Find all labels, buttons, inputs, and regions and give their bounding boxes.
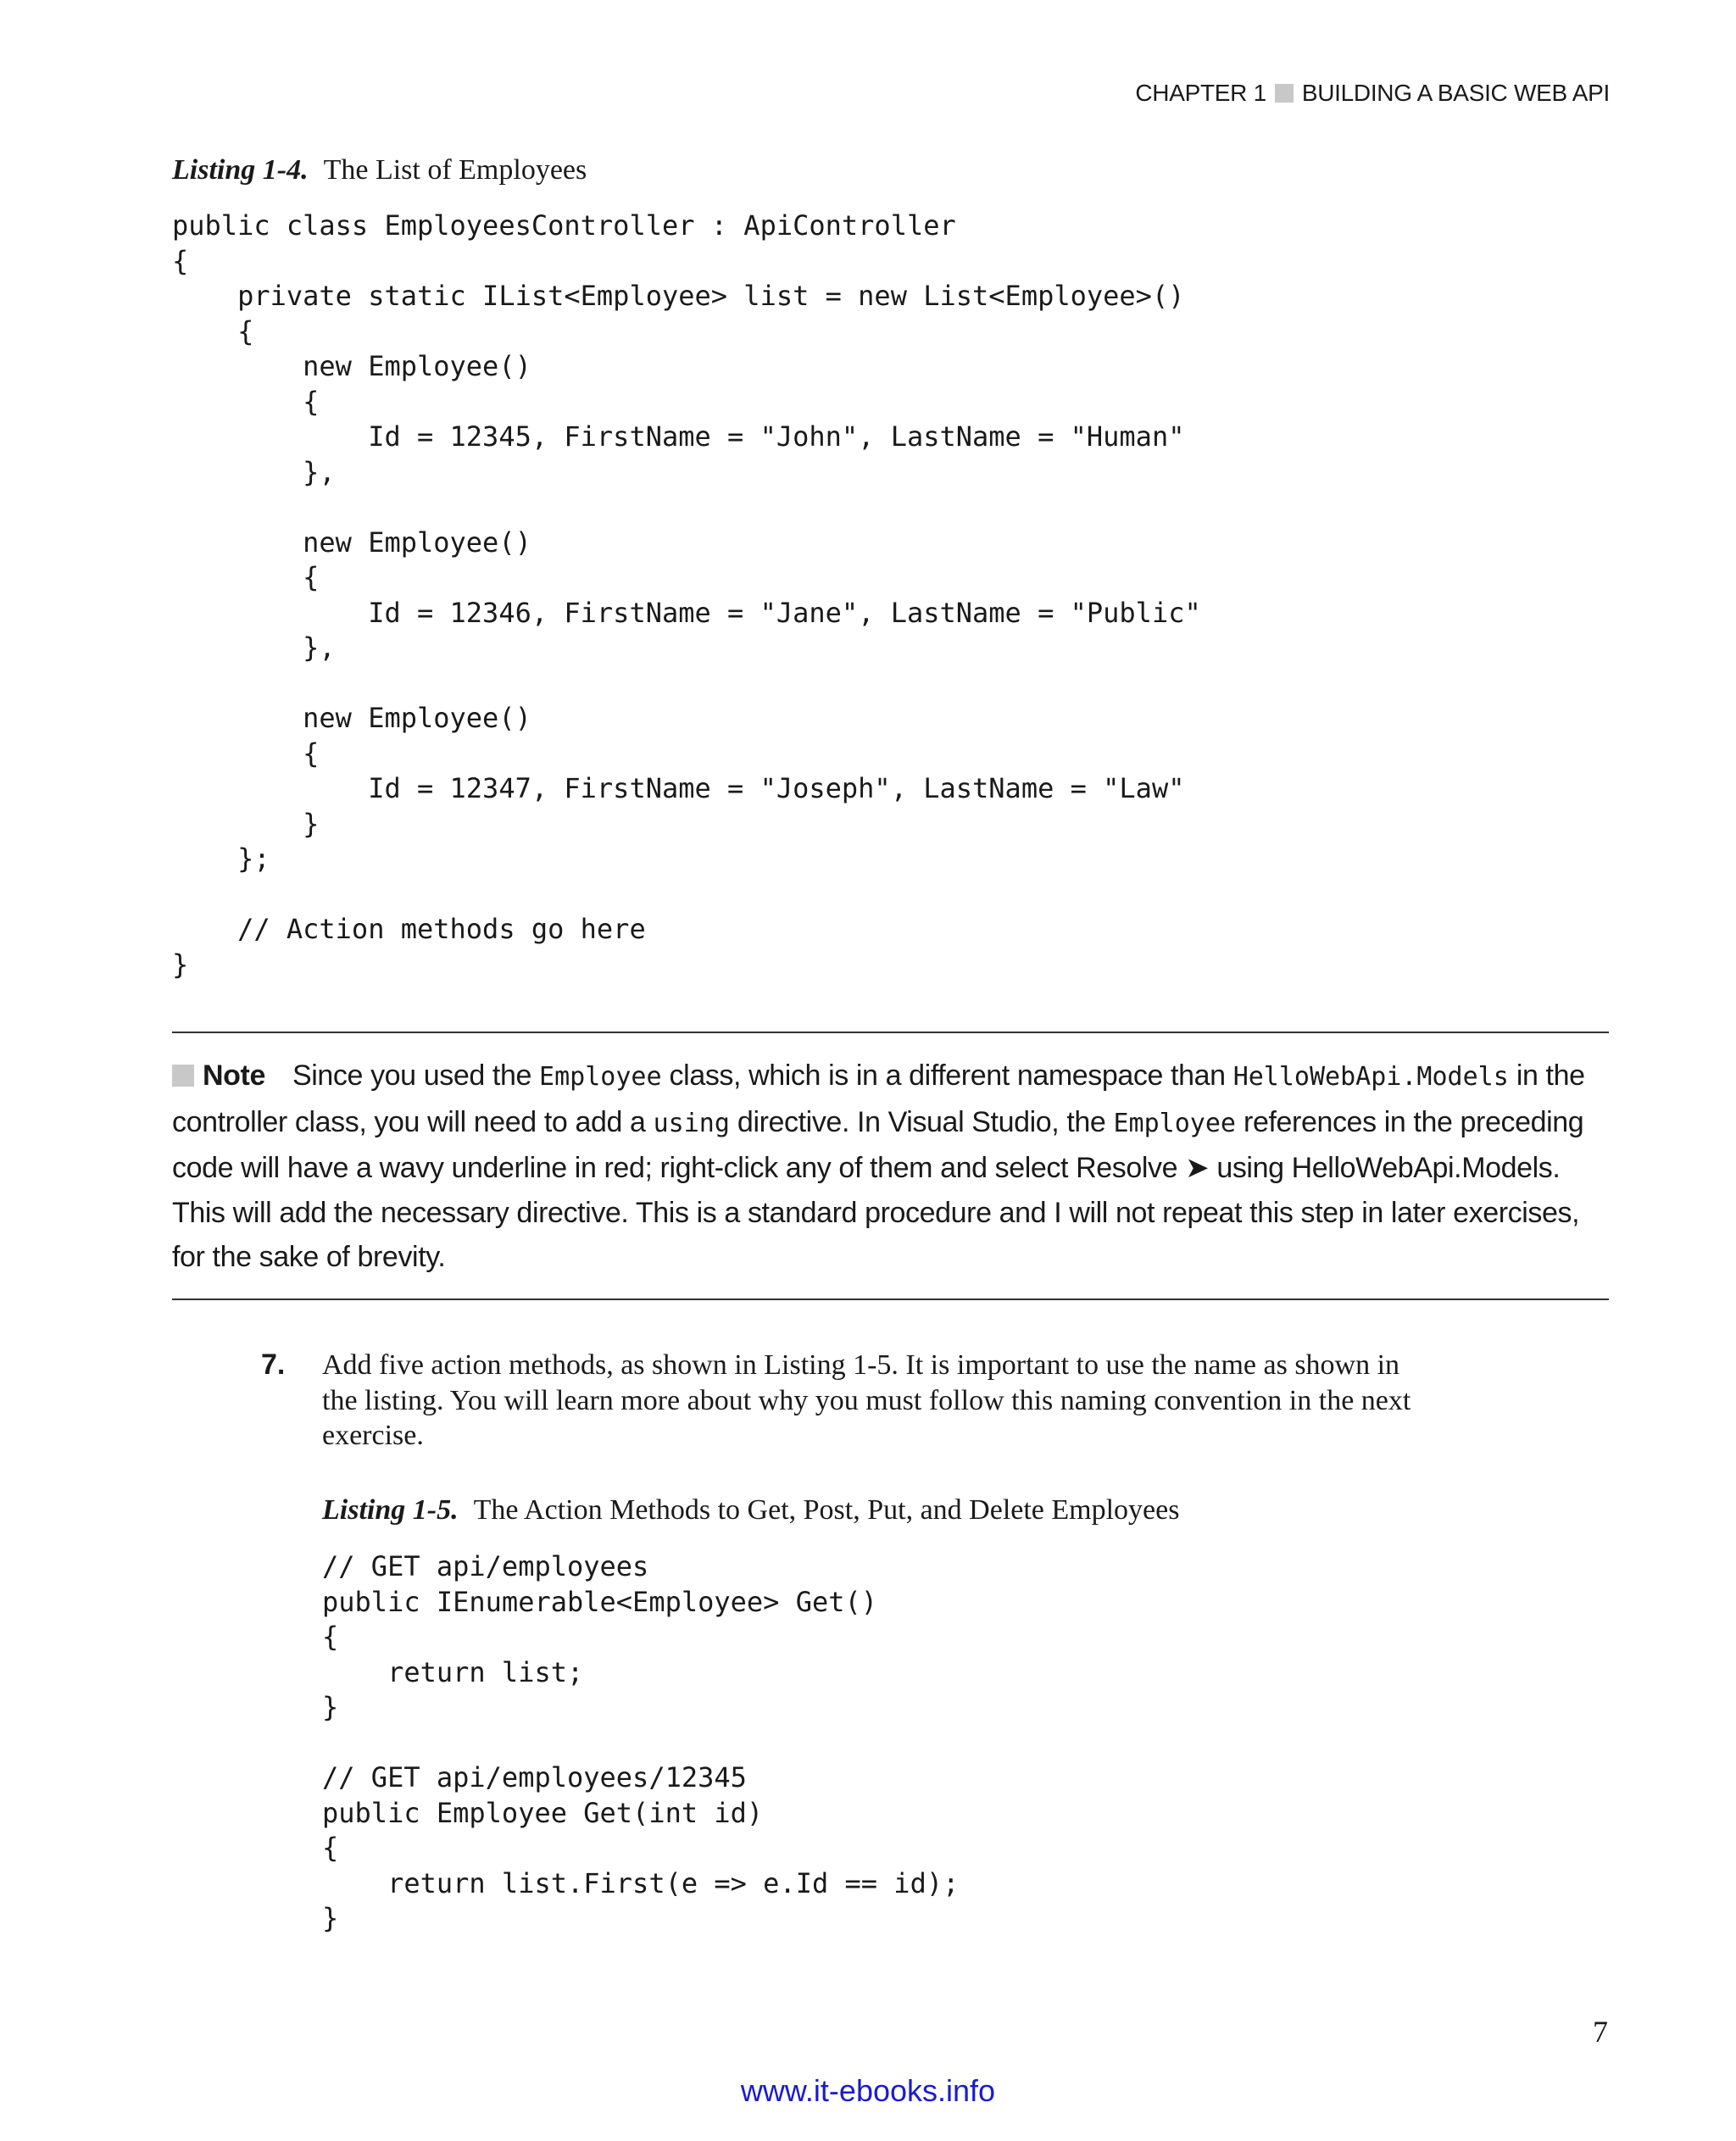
note-code-using: using [653,1108,730,1138]
listing-1-5-code: // GET api/employees public IEnumerable<Employee> Get() { return list; } // GET api/employees/12345 public Employee Get(int id) { return list.First(e => e.Id == id); } [322,1550,960,1934]
note-text-2: class, which is in a different namespace than [661,1059,1233,1092]
listing-1-5-caption [322,1494,1179,1527]
chapter-title: BUILDING A BASIC WEB API [1301,80,1610,106]
chapter-label: CHAPTER 1 [1135,80,1266,106]
listing-1-5-label: Listing 1-5. [322,1494,459,1526]
note-text-4: directive. In Visual Studio, the [729,1105,1114,1138]
listing-1-4-label: Listing 1-4. [172,154,309,186]
listing-1-4-code: public class EmployeesController : ApiController { private static IList<Employee> list = new List<Employee>() { new Employee() { Id = 12345, FirstName = "John", LastName = "Human" }, new Employee() { Id = 12346, FirstName = "Jane", LastName = "Public" }, new Employee() { Id = 12347, FirstName = "Joseph", LastName = "Law" } }; // Action methods go here } [172,209,1201,981]
running-header [1135,80,1610,107]
footer-link[interactable] [0,2073,1736,2109]
footer-link-text[interactable]: www.it-ebooks.info [740,2073,996,2108]
note-text-1: Since you used the [292,1059,540,1092]
note-label: Note [203,1059,265,1092]
note-code-employee: Employee [539,1062,662,1092]
note-bottom-rule [172,1299,1609,1300]
note-code-namespace: HelloWebApi.Models [1232,1062,1509,1092]
note-text-3: in the controller class, you will need to add a [172,1059,1585,1138]
header-square-icon [1275,84,1294,103]
step-7-number: 7. [261,1349,286,1381]
note-text-5: references in the preceding code will have a wavy underline in red; right-click any of them and select Resolve ➤ using HelloWebApi.Models. This will add the necessary directive. This is a standard procedure and I will not repeat this step in later exercises, for the sake of brevity. [172,1105,1584,1273]
step-7-text: Add five action methods, as shown in Listing 1-5. It is important to use the name as shown in the listing. You will learn more about why you must follow this naming convention in the next exercise. [322,1349,1411,1451]
note-box [172,1054,1609,1280]
note-top-rule [172,1032,1609,1033]
listing-1-5-title: The Action Methods to Get, Post, Put, and Delete Employees [473,1494,1180,1526]
note-code-employee-2: Employee [1113,1108,1236,1138]
note-square-icon [172,1065,194,1087]
listing-1-4-caption [172,154,587,186]
page-number: 7 [1593,2015,1608,2049]
listing-1-4-title: The List of Employees [323,154,587,186]
